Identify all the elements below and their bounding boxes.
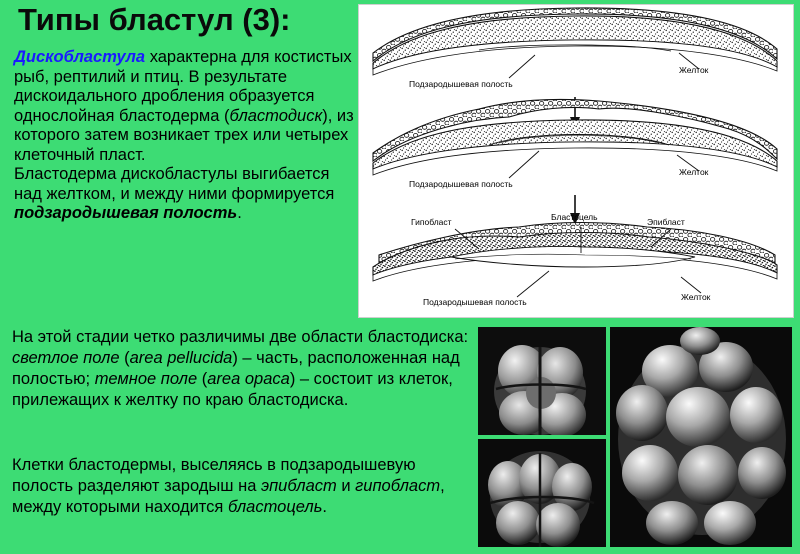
svg-text:Подзародышевая полость: Подзародышевая полость bbox=[423, 297, 527, 307]
paragraph-4-a: Клетки бластодермы, выселяясь в подзародышевую полость разделяют зародыш на bbox=[12, 456, 416, 495]
term-discoblastula: Дискобластула bbox=[14, 48, 146, 66]
paragraph-4-b: и bbox=[336, 477, 356, 495]
svg-text:Бластоцель: Бластоцель bbox=[551, 212, 598, 222]
paragraph-3-d: ( bbox=[197, 370, 208, 388]
paragraph-2-a: Бластодерма дискобластулы выгибается над желтком, и между ними формируется bbox=[14, 165, 335, 203]
page-title: Типы бластул (3): bbox=[18, 2, 291, 37]
svg-text:Подзародышевая полость: Подзародышевая полость bbox=[409, 179, 513, 189]
paragraph-3-e: ) – состоит из клеток, прилежащих к желтку по краю бластодиска. bbox=[12, 370, 453, 409]
term-hypoblast: гипобласт bbox=[355, 477, 441, 495]
bottom-body-text bbox=[12, 455, 474, 518]
left-body-text bbox=[14, 48, 354, 224]
middle-body-text bbox=[12, 327, 474, 411]
paragraph-2-tail: . bbox=[237, 204, 242, 222]
embryo-photo-bottom-left bbox=[478, 439, 606, 547]
paragraph-1-tail: ), из которого затем возникает трех или четырех клеточный пласт. bbox=[14, 106, 354, 164]
paragraph-4-c: , между которыми находится bbox=[12, 477, 445, 516]
term-area-pellucida-ru: светлое поле bbox=[12, 349, 120, 367]
svg-text:Желток: Желток bbox=[679, 167, 709, 177]
term-area-pellucida-lat: area pellucida bbox=[129, 349, 233, 367]
paragraph-2 bbox=[14, 165, 354, 224]
svg-text:Желток: Желток bbox=[679, 65, 709, 75]
svg-text:Гипобласт: Гипобласт bbox=[411, 217, 452, 227]
term-blastodisc: бластодиск bbox=[229, 106, 323, 125]
paragraph-3-c: ) – часть, расположенная над полостью; bbox=[12, 349, 460, 388]
paragraph-4-d: . bbox=[322, 498, 327, 516]
embryo-photo-top-left bbox=[478, 327, 606, 435]
paragraph-3-b: ( bbox=[119, 349, 130, 367]
term-subgerminal-cavity: подзародышевая полость bbox=[14, 204, 238, 222]
term-area-opaca-ru: темное поле bbox=[94, 370, 198, 388]
svg-text:Подзародышевая полость: Подзародышевая полость bbox=[409, 79, 513, 89]
paragraph-1-rest: характерна для костистых рыб, рептилий и птиц. В результате дискоидального дробления образуется однослойная бластодерма ( bbox=[14, 48, 352, 125]
svg-text:Эпибласт: Эпибласт bbox=[647, 217, 685, 227]
term-area-opaca-lat: area opaca bbox=[207, 370, 290, 388]
photo-panel bbox=[478, 327, 792, 549]
term-blastocoel: бластоцель bbox=[227, 498, 323, 516]
embryo-photo-right bbox=[610, 327, 792, 547]
paragraph-3-a: На этой стадии четко различимы две области бластодиска: bbox=[12, 328, 469, 346]
discoblastula-diagram bbox=[358, 4, 794, 318]
term-epiblast: эпибласт bbox=[260, 477, 337, 495]
paragraph-1 bbox=[14, 48, 354, 165]
svg-text:Желток: Желток bbox=[681, 292, 711, 302]
